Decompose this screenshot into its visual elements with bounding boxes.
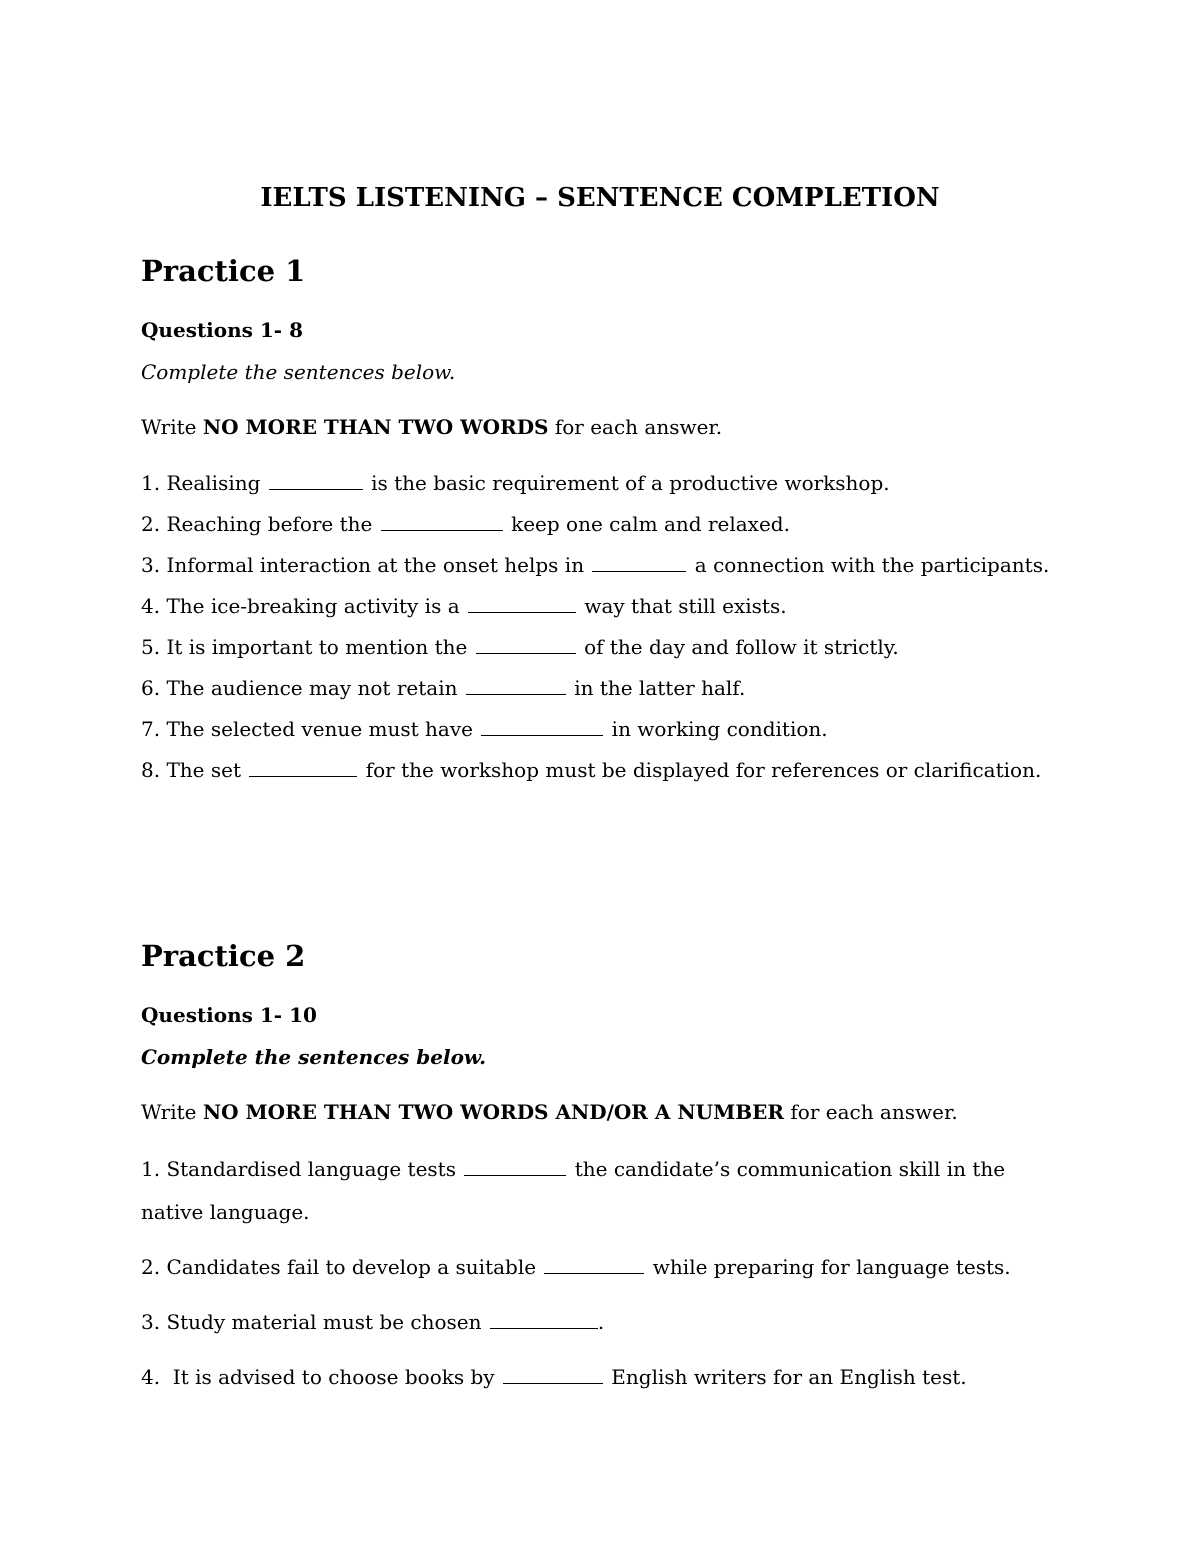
question-text-before: 1. Realising: [141, 471, 261, 495]
question-text-after: while preparing for language tests.: [652, 1255, 1011, 1279]
word-limit-prefix: Write: [141, 1100, 197, 1124]
practice-1-question-list: [141, 463, 1061, 791]
question-text-before: 4. It is advised to choose books by: [141, 1365, 495, 1389]
question-text-before: 3. Study material must be chosen: [141, 1310, 482, 1334]
answer-blank[interactable]: [269, 488, 363, 490]
answer-blank[interactable]: [592, 570, 686, 572]
question-text-after: in the latter half.: [574, 676, 746, 700]
question-text-before: 2. Candidates fail to develop a suitable: [141, 1255, 537, 1279]
question-item: [141, 709, 1061, 750]
question-item: [141, 668, 1061, 709]
word-limit-suffix: for each answer.: [554, 415, 723, 439]
practice-2-question-list: [141, 1148, 1061, 1399]
question-item: [141, 1356, 1061, 1399]
answer-blank[interactable]: [381, 529, 503, 531]
question-item: [141, 1246, 1061, 1289]
practice-2-word-limit: [141, 1097, 958, 1127]
question-text-before: 6. The audience may not retain: [141, 676, 458, 700]
answer-blank[interactable]: [464, 1174, 566, 1176]
word-limit-suffix: for each answer.: [790, 1100, 958, 1124]
answer-blank[interactable]: [490, 1327, 598, 1329]
practice-1-instruction: Complete the sentences below.: [141, 360, 456, 384]
word-limit-emphasis: NO MORE THAN TWO WORDS AND/OR A NUMBER: [202, 1100, 785, 1124]
question-text-after: way that still exists.: [584, 594, 787, 618]
question-text-after: .: [597, 1310, 605, 1334]
question-text-after: a connection with the participants.: [694, 553, 1050, 577]
question-item: [141, 586, 1061, 627]
word-limit-prefix: Write: [141, 415, 197, 439]
answer-blank[interactable]: [468, 611, 576, 613]
practice-1-heading: Practice 1: [141, 254, 306, 288]
practice-1-word-limit: [141, 412, 722, 442]
answer-blank[interactable]: [503, 1382, 603, 1384]
question-text-after: keep one calm and relaxed.: [511, 512, 790, 536]
answer-blank[interactable]: [249, 775, 357, 777]
practice-1-questions-range: Questions 1- 8: [141, 318, 303, 342]
answer-blank[interactable]: [544, 1272, 644, 1274]
practice-2-questions-range: Questions 1- 10: [141, 1003, 317, 1027]
question-item: [141, 463, 1061, 504]
question-item: [141, 504, 1061, 545]
answer-blank[interactable]: [466, 693, 566, 695]
question-item: [141, 750, 1061, 791]
word-limit-emphasis: NO MORE THAN TWO WORDS: [202, 415, 549, 439]
practice-2-instruction: Complete the sentences below.: [141, 1045, 487, 1069]
question-item: [141, 1301, 1061, 1344]
question-text-after: of the day and follow it strictly.: [584, 635, 899, 659]
question-text-after: the candidate’s communication skill in the native language.: [141, 1157, 1006, 1224]
question-item: [141, 545, 1061, 586]
question-text-before: 1. Standardised language tests: [141, 1157, 456, 1181]
question-text-before: 4. The ice-breaking activity is a: [141, 594, 460, 618]
question-text-before: 3. Informal interaction at the onset helps in: [141, 553, 585, 577]
question-text-before: 8. The set: [141, 758, 241, 782]
question-item: [141, 1148, 1061, 1234]
answer-blank[interactable]: [476, 652, 576, 654]
question-text-before: 5. It is important to mention the: [141, 635, 468, 659]
question-item: [141, 627, 1061, 668]
question-text-before: 7. The selected venue must have: [141, 717, 473, 741]
question-text-after: is the basic requirement of a productive workshop.: [371, 471, 890, 495]
practice-2-heading: Practice 2: [141, 939, 306, 973]
answer-blank[interactable]: [481, 734, 603, 736]
question-text-after: English writers for an English test.: [611, 1365, 967, 1389]
document-title: IELTS LISTENING – SENTENCE COMPLETION: [260, 183, 940, 213]
question-text-before: 2. Reaching before the: [141, 512, 373, 536]
question-text-after: for the workshop must be displayed for references or clarification.: [365, 758, 1042, 782]
question-text-after: in working condition.: [611, 717, 828, 741]
